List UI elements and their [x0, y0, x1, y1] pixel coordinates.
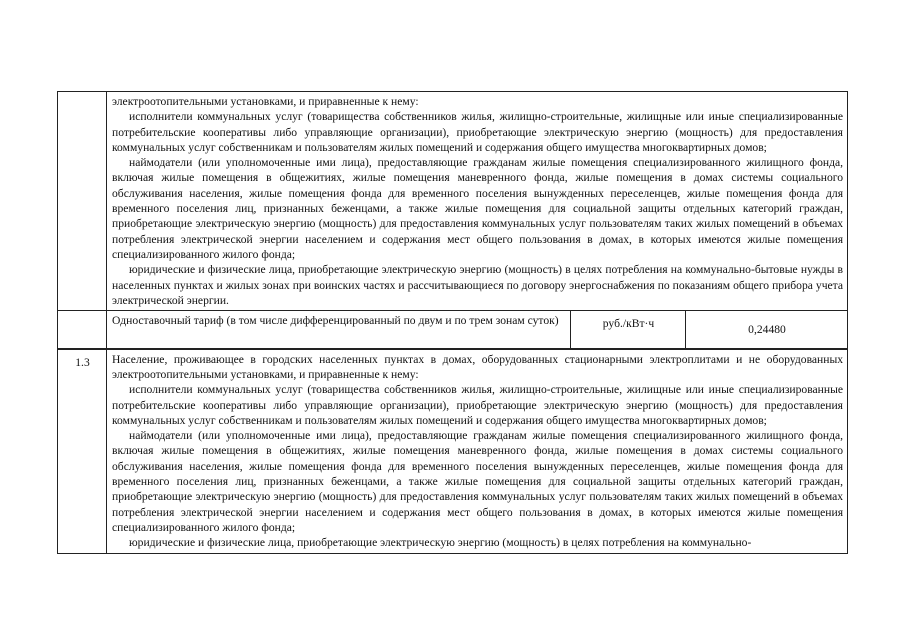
- tariff-value: 0,24480: [686, 311, 848, 349]
- row-number-cell: [58, 92, 107, 311]
- tariff-row: [58, 311, 848, 349]
- table-row: [58, 349, 848, 553]
- paragraph: наймодатели (или уполномоченные ими лица), предоставляющие гражданам жилые помещения специализированного жилищного фонда, включая жилые помещения в общежитиях, жилые помещения маневренного фонда, жилые помещения в домах системы социального обслуживания населения, жилые помещения фонда для временного поселения вынужденных переселенцев, жилые помещения фонда для временного поселения лиц, признанных беженцами, а также жилые помещения для социальной защиты отдельных категорий граждан, приобретающие электрическую энергию (мощность) для предоставления коммунальных услуг пользователям таких жилых помещений в объемах потребления электрической энергии населением и содержания мест общего пользования в домах, в которых имеются жилые помещения специализированного жилого фонда;: [112, 429, 844, 534]
- tariff-table: [57, 91, 848, 554]
- paragraph: электроотопительными установками, и приравненные к нему:: [112, 95, 419, 108]
- paragraph: исполнители коммунальных услуг (товарищества собственников жилья, жилищно-строительные, жилищные или иные специализированные потребительские кооперативы либо управляющие организации), приобретающие электрическую энергию (мощность) для предоставления коммунальных услуг собственникам и пользователям жилых помещений и содержания общего имущества многоквартирных домов;: [112, 110, 844, 154]
- row-number-cell: 1.3: [58, 349, 107, 553]
- document-page: [57, 91, 847, 554]
- description-cell: [107, 349, 848, 553]
- table-row: [58, 92, 848, 311]
- tariff-unit: руб./кВт·ч: [571, 311, 686, 349]
- paragraph: Население, проживающее в городских населенных пунктах в домах, оборудованных стационарными электроплитами и не оборудованных электроотопительными установками, и приравненные к нему:: [112, 352, 844, 381]
- row-number-cell: [58, 311, 107, 349]
- paragraph: исполнители коммунальных услуг (товарищества собственников жилья, жилищно-строительные, жилищные или иные специализированные потребительские кооперативы либо управляющие организации), приобретающие электрическую энергию (мощность) для предоставления коммунальных услуг собственникам и пользователям жилых помещений и содержания общего имущества многоквартирных домов;: [112, 383, 844, 427]
- description-cell: [107, 92, 848, 311]
- paragraph: юридические и физические лица, приобретающие электрическую энергию (мощность) в целях потребления на коммунально-: [129, 536, 752, 550]
- paragraph: юридические и физические лица, приобретающие электрическую энергию (мощность) в целях потребления на коммунально-бытовые нужды в населенных пунктах и жилых зонах при воинских частях и рассчитывающиеся по договору энергоснабжения по показаниям общего прибора учета электрической энергии.: [112, 263, 844, 307]
- paragraph: наймодатели (или уполномоченные ими лица), предоставляющие гражданам жилые помещения специализированного жилищного фонда, включая жилые помещения в общежитиях, жилые помещения маневренного фонда, жилые помещения в домах системы социального обслуживания населения, жилые помещения фонда для временного поселения вынужденных переселенцев, жилые помещения фонда для временного поселения лиц, признанных беженцами, а также жилые помещения для социальной защиты отдельных категорий граждан, приобретающие электрическую энергию (мощность) для предоставления коммунальных услуг пользователям таких жилых помещений в объемах потребления электрической энергии населением и содержания мест общего пользования в домах, в которых имеются жилые помещения специализированного жилого фонда;: [112, 156, 844, 261]
- tariff-label: Одноставочный тариф (в том числе дифференцированный по двум и по трем зонам суток): [107, 311, 571, 349]
